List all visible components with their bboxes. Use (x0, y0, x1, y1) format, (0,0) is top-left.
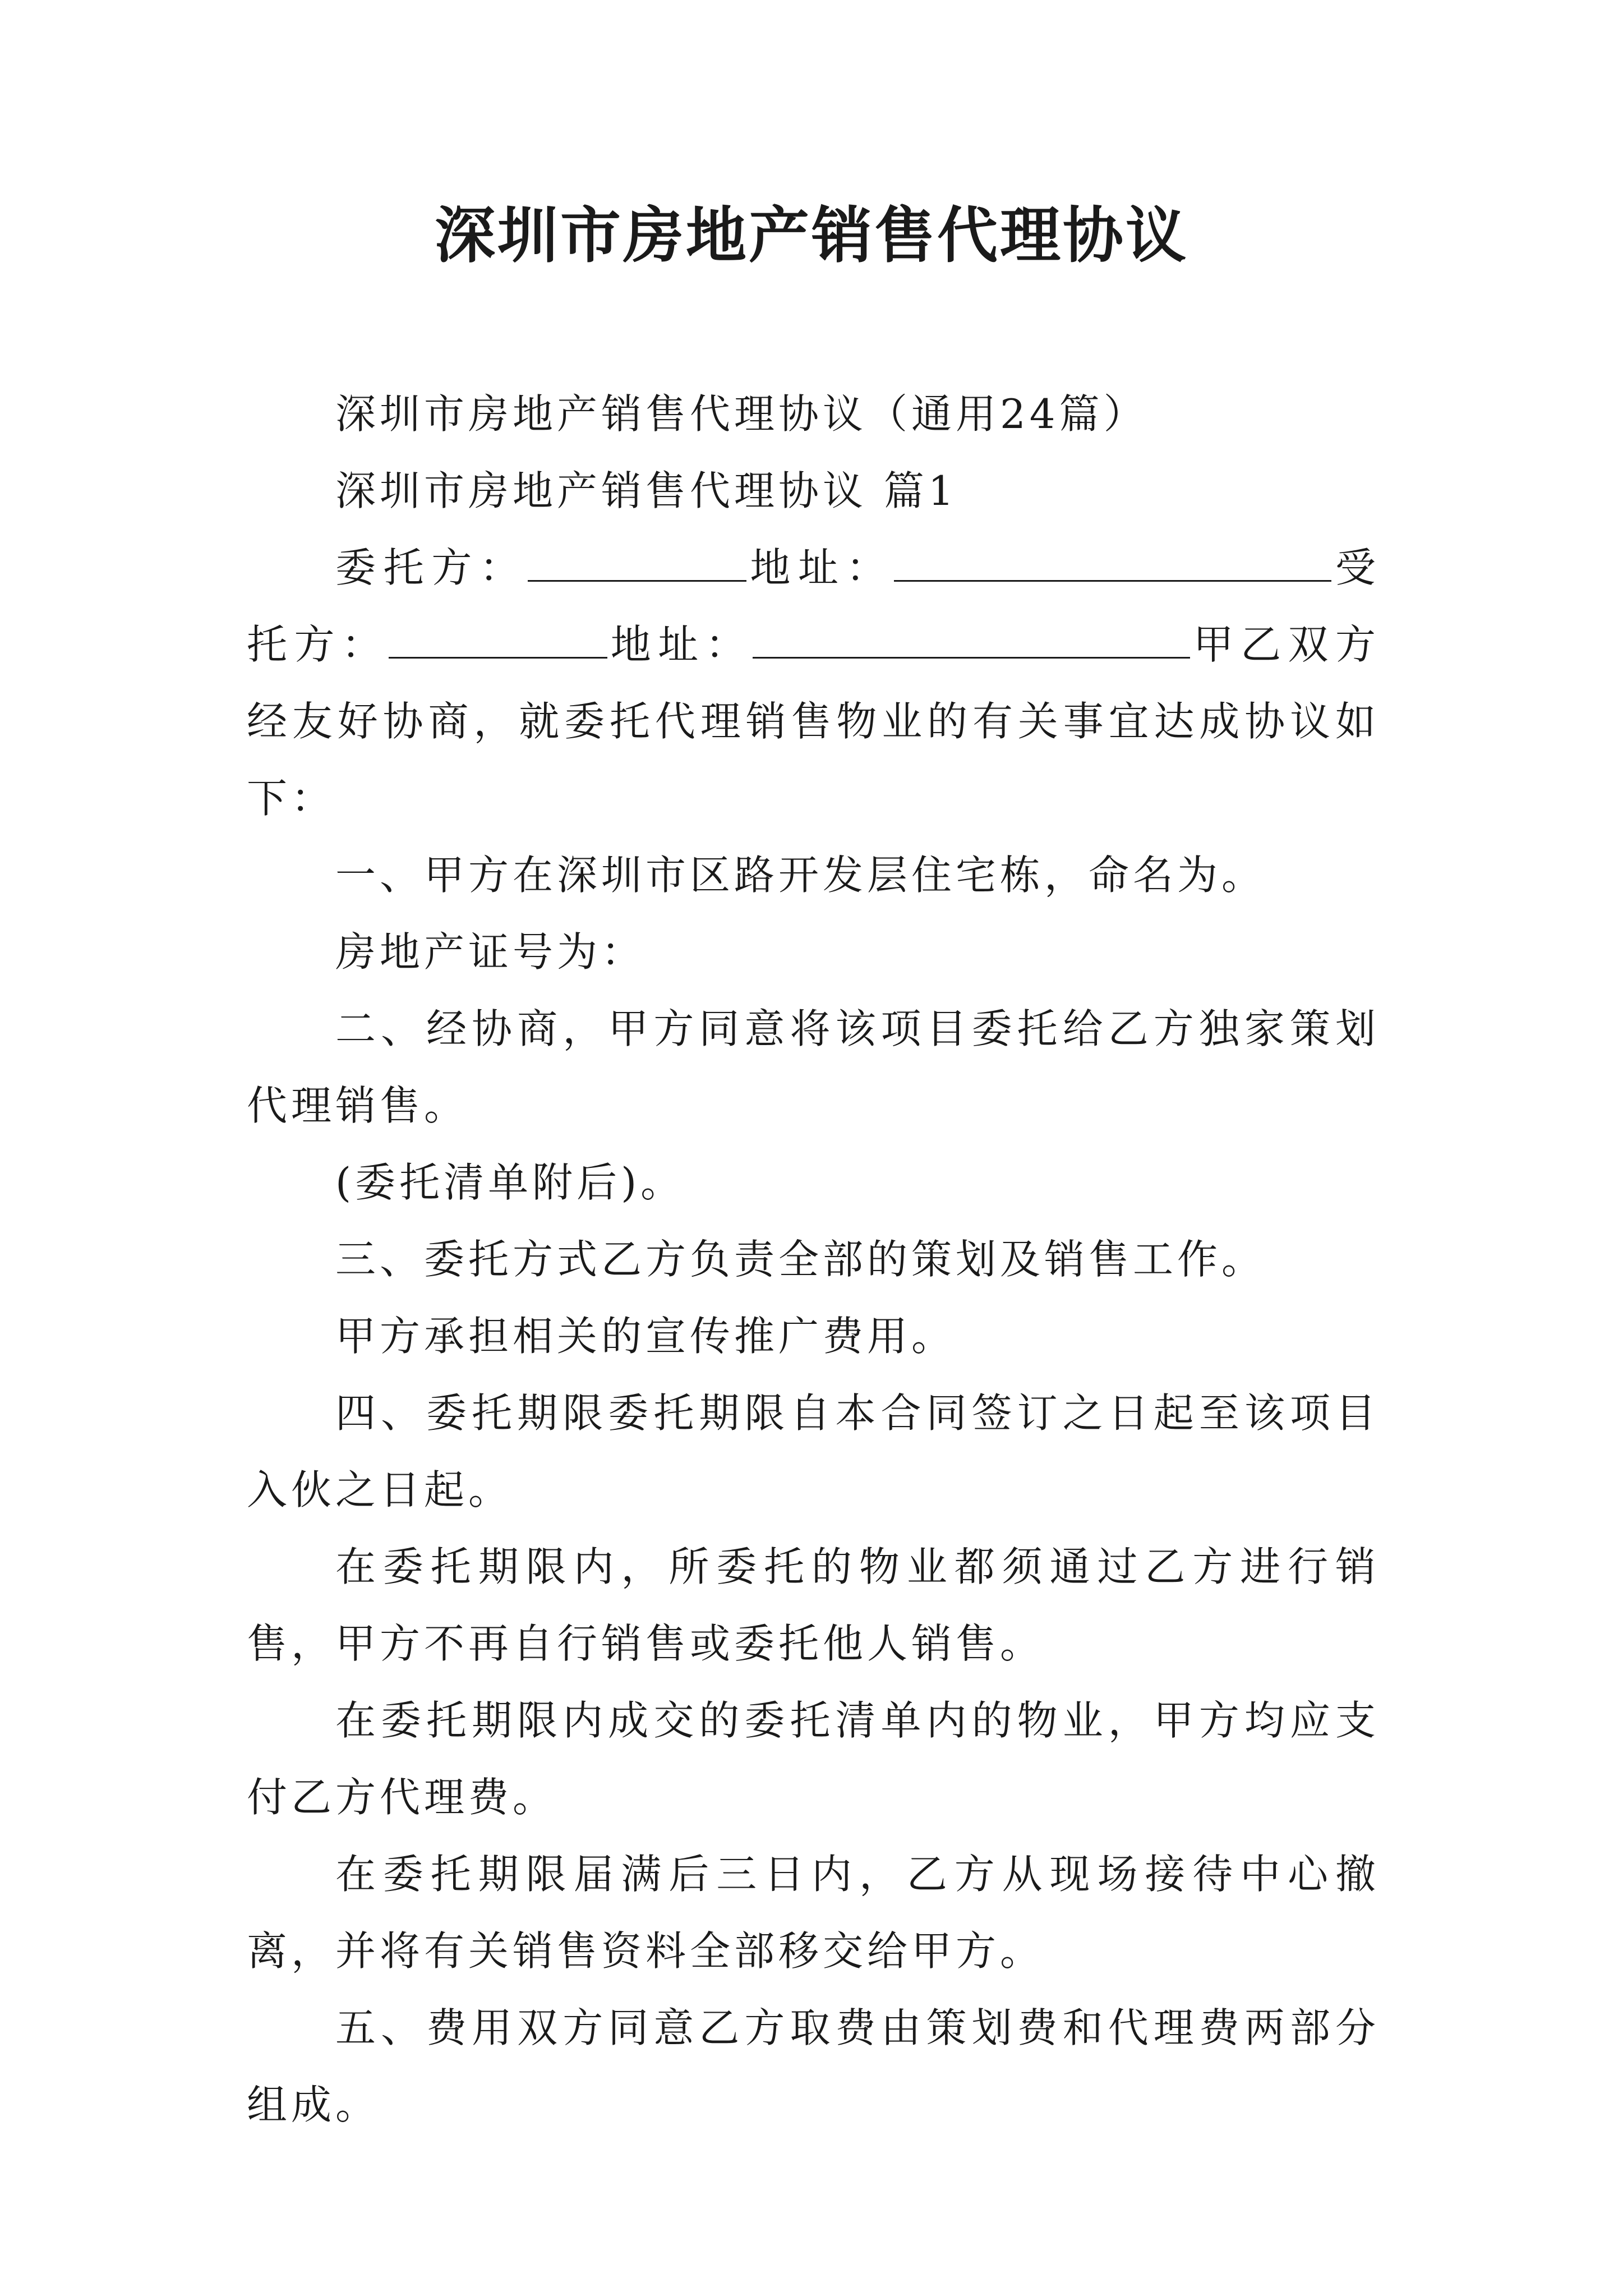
clause-paragraph: 五、费用双方同意乙方取费由策划费和代理费两部分组成。 (247, 2004, 1380, 2128)
section-heading: 深圳市房地产销售代理协议 篇1 (335, 467, 958, 514)
clause-paragraph: 在委托期限届满后三日内，乙方从现场接待中心撤离，并将有关销售资料全部移交给甲方。 (247, 1851, 1380, 1975)
address-label-1: 地址： (746, 544, 895, 591)
document-body (247, 376, 1380, 2143)
address-blank-2 (753, 623, 1190, 659)
address-blank-1 (894, 546, 1331, 582)
document-title: 深圳市房地产销售代理协议 (434, 200, 1188, 271)
clause-paragraph: 二、经协商，甲方同意将该项目委托给乙方独家策划代理销售。 (247, 1005, 1380, 1129)
clause-paragraph: 在委托期限内成交的委托清单内的物业，甲方均应支付乙方代理费。 (247, 1697, 1380, 1821)
client-label: 委托方： (335, 544, 528, 591)
agreement-intro: 甲乙双方经友好协商，就委托代理销售物业的有关事宜达成协议如下： (247, 621, 1380, 822)
clause-paragraph: 三、委托方式乙方负责全部的策划及销售工作。 (335, 1236, 1266, 1283)
clause-paragraph: 四、委托期限委托期限自本合同签订之日起至该项目入伙之日起。 (247, 1389, 1380, 1513)
address-label-2: 地址： (607, 621, 753, 668)
party-paragraph (247, 530, 1380, 837)
clause-paragraph: 甲方承担相关的宣传推广费用。 (335, 1313, 956, 1360)
client-blank (528, 546, 746, 582)
clause-paragraph: 一、甲方在深圳市区路开发层住宅栋，命名为。 (335, 852, 1266, 899)
agent-blank (389, 623, 607, 659)
clause-paragraph: (委托清单附后)。 (335, 1159, 685, 1206)
clause-paragraph: 在委托期限内，所委托的物业都须通过乙方进行销售，甲方不再自行销售或委托他人销售。 (247, 1543, 1380, 1667)
clause-paragraph: 房地产证号为： (335, 928, 646, 976)
agent-label: 受托方： (247, 544, 1380, 668)
subtitle-paragraph: 深圳市房地产销售代理协议（通用24篇） (335, 390, 1148, 438)
